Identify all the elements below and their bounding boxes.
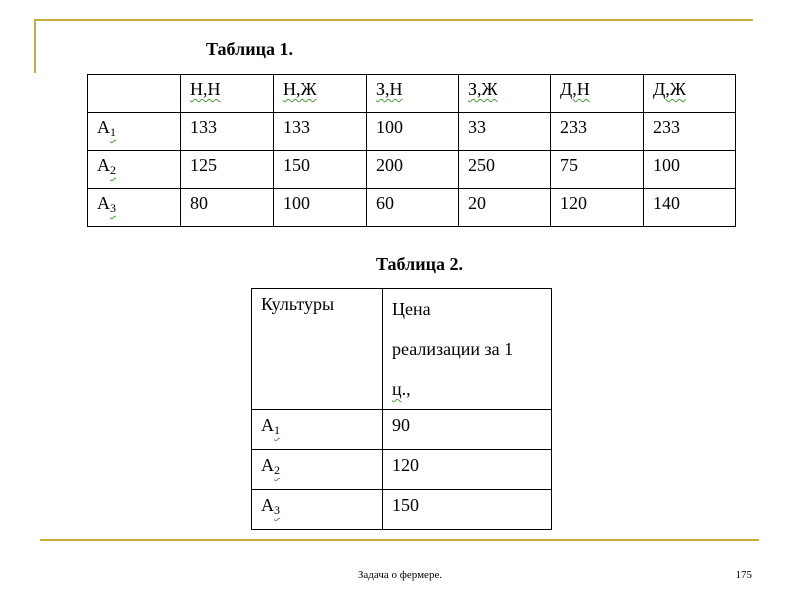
table1-header-cell: Н,Ж — [274, 75, 367, 113]
table1-cell: 233 — [551, 113, 644, 151]
table2-caption: Таблица 2. — [376, 254, 463, 274]
table2-row-label: $A_1$ — [252, 410, 383, 450]
table1-header-cell: Д,Ж — [644, 75, 736, 113]
table1-cell: 100 — [644, 151, 736, 189]
table1-cell: 60 — [367, 189, 459, 227]
left-decorative-line — [34, 19, 36, 73]
table1-header-row — [88, 75, 736, 113]
table1 — [87, 74, 736, 227]
slide-footer: Задача о фермере. — [357, 569, 443, 581]
table2-header-row — [252, 289, 552, 410]
bottom-decorative-line — [40, 539, 759, 541]
table1-cell: 233 — [644, 113, 736, 151]
table1-cell: 133 — [274, 113, 367, 151]
table1-cell: 100 — [367, 113, 459, 151]
table1-caption: Таблица 1. — [206, 39, 293, 59]
table1-cell: 80 — [181, 189, 274, 227]
table1-corner-cell — [88, 75, 181, 113]
table2-header-price: Цена реализации за 1 ц., — [383, 289, 552, 410]
table1-row-label: $A_2$ — [88, 151, 181, 189]
table-row — [252, 490, 552, 530]
table1-cell: 125 — [181, 151, 274, 189]
table2 — [251, 288, 552, 530]
table2-cell: 150 — [383, 490, 552, 530]
table1-cell: 75 — [551, 151, 644, 189]
table2-header-crops: Культуры — [252, 289, 383, 410]
table2-row-label: $A_2$ — [252, 450, 383, 490]
table-row — [88, 151, 736, 189]
table2-row-label: $A_3$ — [252, 490, 383, 530]
table1-header-cell: З,Н — [367, 75, 459, 113]
table1-cell: 250 — [459, 151, 551, 189]
table1-header-cell: З,Ж — [459, 75, 551, 113]
table-row — [252, 410, 552, 450]
table1-cell: 33 — [459, 113, 551, 151]
top-decorative-line — [34, 19, 753, 21]
table2-cell: 90 — [383, 410, 552, 450]
table1-cell: 150 — [274, 151, 367, 189]
table1-cell: 120 — [551, 189, 644, 227]
table1-header-cell: Н,Н — [181, 75, 274, 113]
table-row — [88, 189, 736, 227]
table1-row-label: $A_1$ — [88, 113, 181, 151]
table1-cell: 20 — [459, 189, 551, 227]
page-number: 175 — [735, 569, 752, 581]
table1-cell: 140 — [644, 189, 736, 227]
table1-cell: 200 — [367, 151, 459, 189]
table1-header-cell: Д,Н — [551, 75, 644, 113]
table1-row-label: $A_3$ — [88, 189, 181, 227]
table1-cell: 133 — [181, 113, 274, 151]
table-row — [252, 450, 552, 490]
table2-cell: 120 — [383, 450, 552, 490]
table1-cell: 100 — [274, 189, 367, 227]
table-row — [88, 113, 736, 151]
